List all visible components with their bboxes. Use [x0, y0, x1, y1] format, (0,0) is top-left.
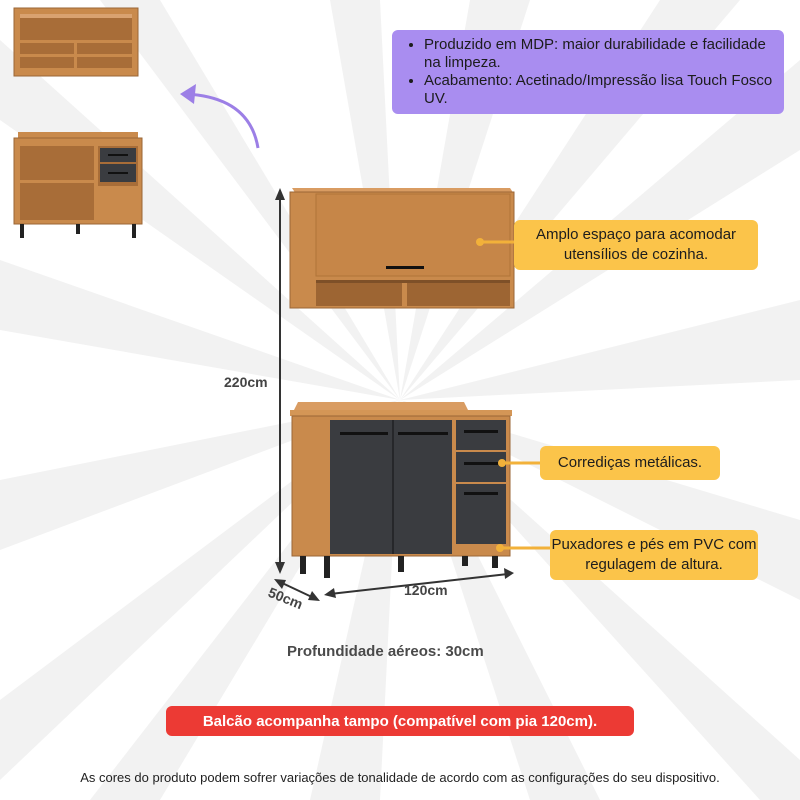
upper-depth-note: Profundidade aéreos: 30cm: [287, 643, 484, 660]
callout-handles-feet: Puxadores e pés em PVC com regulagem de altura.: [550, 530, 758, 580]
thumbnail-upper-cabinet: [14, 8, 138, 76]
countertop-note-banner: Balcão acompanha tampo (compatível com pia 120cm).: [166, 706, 634, 736]
feature-item-material: • Produzido em MDP: maior durabilidade e facilidade na limpeza.: [424, 36, 774, 72]
callout-slides: Corrediças metálicas.: [540, 446, 720, 480]
width-label: 120cm: [404, 582, 448, 598]
feature-item-finish: • Acabamento: Acetinado/Impressão lisa Touch Fosco UV.: [424, 72, 774, 108]
callout-storage: Amplo espaço para acomodar utensílios de cozinha.: [514, 220, 758, 270]
color-disclaimer: As cores do produto podem sofrer variações de tonalidade de acordo com as configurações do seu dispositivo.: [80, 770, 720, 785]
height-label: 220cm: [224, 374, 268, 390]
main-upper-cabinet: [290, 188, 514, 308]
feature-list: [404, 36, 774, 108]
thumbnail-base-cabinet: [14, 132, 142, 238]
depth-label: 50cm: [266, 584, 306, 613]
feature-list-box: [392, 30, 784, 114]
main-base-cabinet: [290, 402, 512, 578]
